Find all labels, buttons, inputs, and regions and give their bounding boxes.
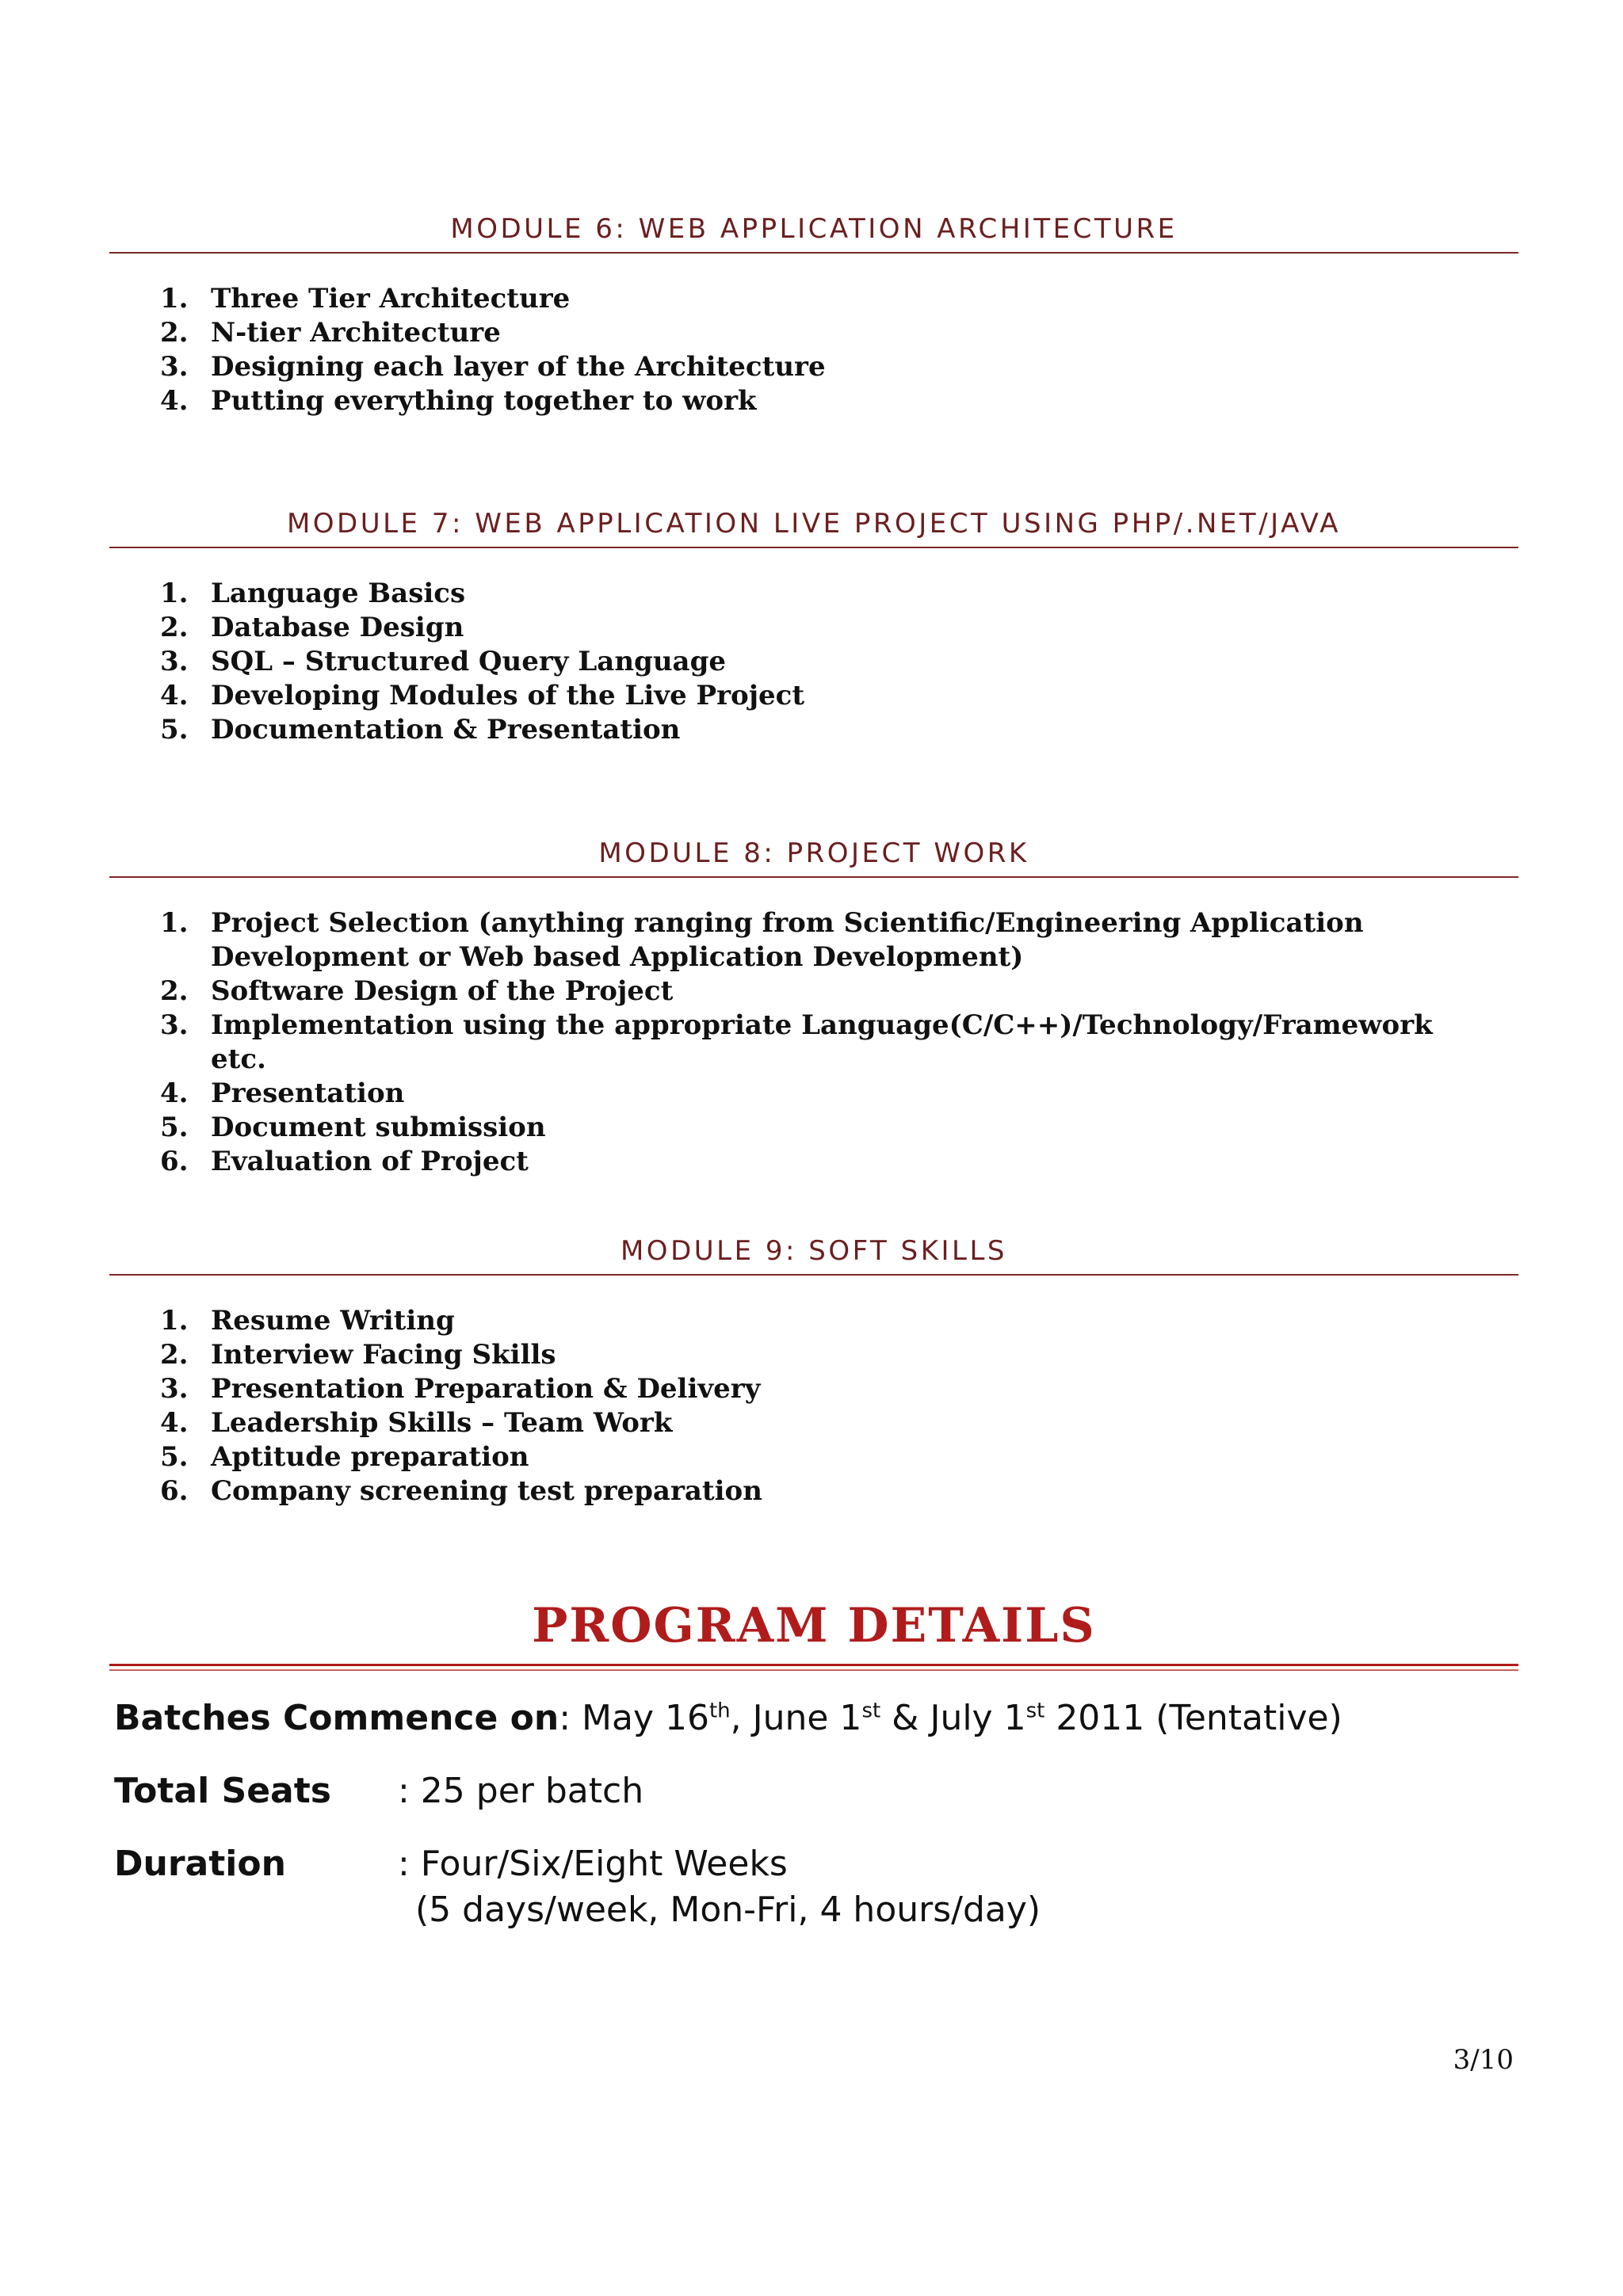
title-divider-secondary [109, 1669, 1518, 1671]
batches-line [114, 1695, 1342, 1741]
list-item: 1. Project Selection (anything ranging from Scientific/Engineering Application Development or Web based Application Development) [160, 907, 1364, 973]
module-7-section [109, 505, 1518, 747]
module-heading: MODULE 9: SOFT SKILLS [109, 1233, 1518, 1276]
list-item: 5. Document submission [160, 1112, 546, 1143]
module-heading: MODULE 6: WEB APPLICATION ARCHITECTURE [109, 211, 1518, 254]
module-8-section [109, 835, 1518, 1179]
batches-date: , June 1 [730, 1698, 862, 1738]
batches-date: May 16 [582, 1698, 709, 1738]
total-seats-value: : 25 per batch [398, 1771, 644, 1811]
duration-label: Duration [114, 1844, 286, 1884]
module-list [109, 1304, 1518, 1508]
module-6-section [109, 211, 1518, 418]
list-item: 2. N-tier Architecture [160, 317, 501, 349]
list-item: 2. Database Design [160, 612, 464, 643]
list-item: 4. Developing Modules of the Live Project [160, 680, 805, 711]
list-item: 1. Resume Writing [160, 1305, 455, 1337]
page-number: 3/10 [1453, 2044, 1514, 2076]
list-item: 3. Designing each layer of the Architecture [160, 351, 826, 383]
batches-date: & July 1 [880, 1698, 1026, 1738]
batches-separator: : [559, 1698, 582, 1738]
list-item: 6. Evaluation of Project [160, 1146, 529, 1177]
list-item: 5. Documentation & Presentation [160, 714, 681, 746]
module-heading: MODULE 7: WEB APPLICATION LIVE PROJECT USING PHP/.NET/JAVA [109, 505, 1518, 548]
batches-superscript: st [861, 1699, 881, 1723]
module-list [109, 282, 1518, 418]
list-item: 5. Aptitude preparation [160, 1441, 529, 1473]
program-details-title: PROGRAM DETAILS [532, 1598, 1096, 1653]
module-list [109, 577, 1518, 747]
list-item: 3. Implementation using the appropriate Language(C/C++)/Technology/Framework etc. [160, 1009, 1433, 1075]
module-heading: MODULE 8: PROJECT WORK [109, 835, 1518, 878]
list-item: 2. Interview Facing Skills [160, 1339, 556, 1371]
total-seats-label: Total Seats [114, 1771, 331, 1811]
list-item: 2. Software Design of the Project [160, 975, 674, 1007]
title-divider [109, 1664, 1518, 1666]
batches-superscript: st [1025, 1699, 1045, 1723]
batches-superscript: th [708, 1699, 731, 1723]
module-9-section [109, 1233, 1518, 1508]
list-item: 1. Three Tier Architecture [160, 283, 571, 315]
list-item: 4. Leadership Skills – Team Work [160, 1407, 673, 1439]
duration-note: (5 days/week, Mon-Fri, 4 hours/day) [415, 1890, 1041, 1930]
list-item: 3. SQL – Structured Query Language [160, 646, 726, 677]
duration-value: : Four/Six/Eight Weeks [398, 1844, 788, 1884]
module-list [109, 906, 1518, 1179]
batches-tail: 2011 (Tentative) [1044, 1698, 1342, 1738]
batches-label: Batches Commence on [114, 1698, 559, 1738]
list-item: 4. Presentation [160, 1077, 405, 1109]
list-item: 4. Putting everything together to work [160, 385, 757, 417]
list-item: 3. Presentation Preparation & Delivery [160, 1373, 761, 1405]
list-item: 6. Company screening test preparation [160, 1475, 762, 1507]
list-item: 1. Language Basics [160, 578, 466, 609]
